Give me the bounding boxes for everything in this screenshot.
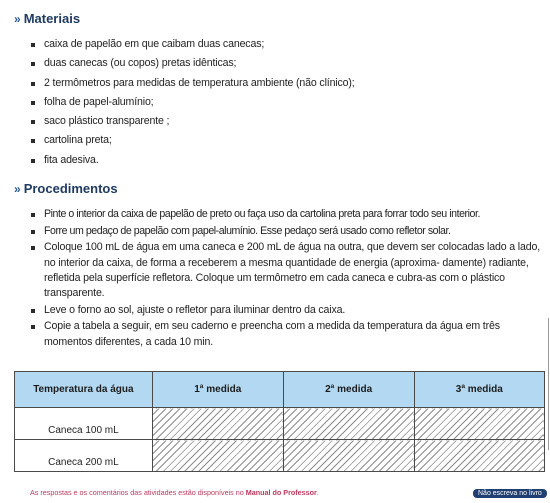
hatched-cell bbox=[152, 408, 283, 440]
list-item: folha de papel-alumínio; bbox=[30, 95, 355, 114]
footer-note-prefix: As respostas e os comentários das atividades estão disponíveis no bbox=[30, 488, 246, 497]
procedures-heading bbox=[14, 181, 118, 196]
list-item: caixa de papelão em que caibam duas canecas; bbox=[30, 37, 355, 56]
hatched-cell bbox=[152, 440, 283, 472]
materials-title: Materiais bbox=[23, 11, 81, 26]
table-row bbox=[15, 440, 545, 472]
table-header-cell: 3ª medida bbox=[414, 372, 544, 408]
list-item: duas canecas (ou copos) pretas idênticas; bbox=[30, 56, 355, 75]
chevron-right-icon: » bbox=[14, 12, 21, 26]
row-label: Caneca 200 mL bbox=[15, 440, 153, 472]
table-row bbox=[15, 408, 545, 440]
footer-note-suffix: . bbox=[316, 488, 319, 497]
hatched-cell bbox=[283, 408, 414, 440]
do-not-write-badge: Não escreva no livro bbox=[473, 489, 547, 498]
table-header-cell: 2ª medida bbox=[283, 372, 414, 408]
list-item: Coloque 100 mL de água em uma caneca e 200 mL de água na outra, que devem ser colocadas lado a lado, no interior da caixa, de forma a receberem a mesma quantidade de energia (aproxima- damente) radiante, refletida pela superfície refletora. Coloque um termômetro em cada caneca e cubra-as com o plástico transparente. bbox=[30, 240, 550, 301]
table-header-cell: Temperatura da água bbox=[15, 372, 153, 408]
hatched-cell bbox=[283, 440, 414, 472]
table-header-row bbox=[15, 372, 545, 408]
hatched-cell bbox=[414, 408, 544, 440]
procedures-list bbox=[30, 207, 550, 351]
list-item: Pinte o interior da caixa de papelão de preto ou faça uso da cartolina preta para forrar todo seu interior. bbox=[30, 207, 550, 222]
materials-heading bbox=[14, 11, 80, 26]
list-item: fita adesiva. bbox=[30, 153, 355, 172]
list-item: Forre um pedaço de papelão com papel-alumínio. Esse pedaço será usado como refletor solar. bbox=[30, 224, 550, 239]
procedures-title: Procedimentos bbox=[23, 181, 118, 196]
list-item: Copie a tabela a seguir, em seu caderno e preencha com a medida da temperatura da água em três momentos diferentes, a cada 10 min. bbox=[30, 319, 550, 349]
footer-note bbox=[30, 488, 319, 497]
row-label: Caneca 100 mL bbox=[15, 408, 153, 440]
teacher-manual-link[interactable]: Manual do Professor bbox=[245, 488, 317, 497]
page-edge-divider bbox=[548, 318, 549, 450]
table-header-cell: 1ª medida bbox=[152, 372, 283, 408]
materials-list bbox=[30, 37, 355, 172]
list-item: Leve o forno ao sol, ajuste o refletor para iluminar dentro da caixa. bbox=[30, 303, 550, 318]
temperature-table bbox=[14, 371, 545, 472]
hatched-cell bbox=[414, 440, 544, 472]
chevron-right-icon: » bbox=[14, 182, 21, 196]
list-item: 2 termômetros para medidas de temperatura ambiente (não clínico); bbox=[30, 76, 355, 95]
list-item: saco plástico transparente ; bbox=[30, 114, 355, 133]
list-item: cartolina preta; bbox=[30, 133, 355, 152]
